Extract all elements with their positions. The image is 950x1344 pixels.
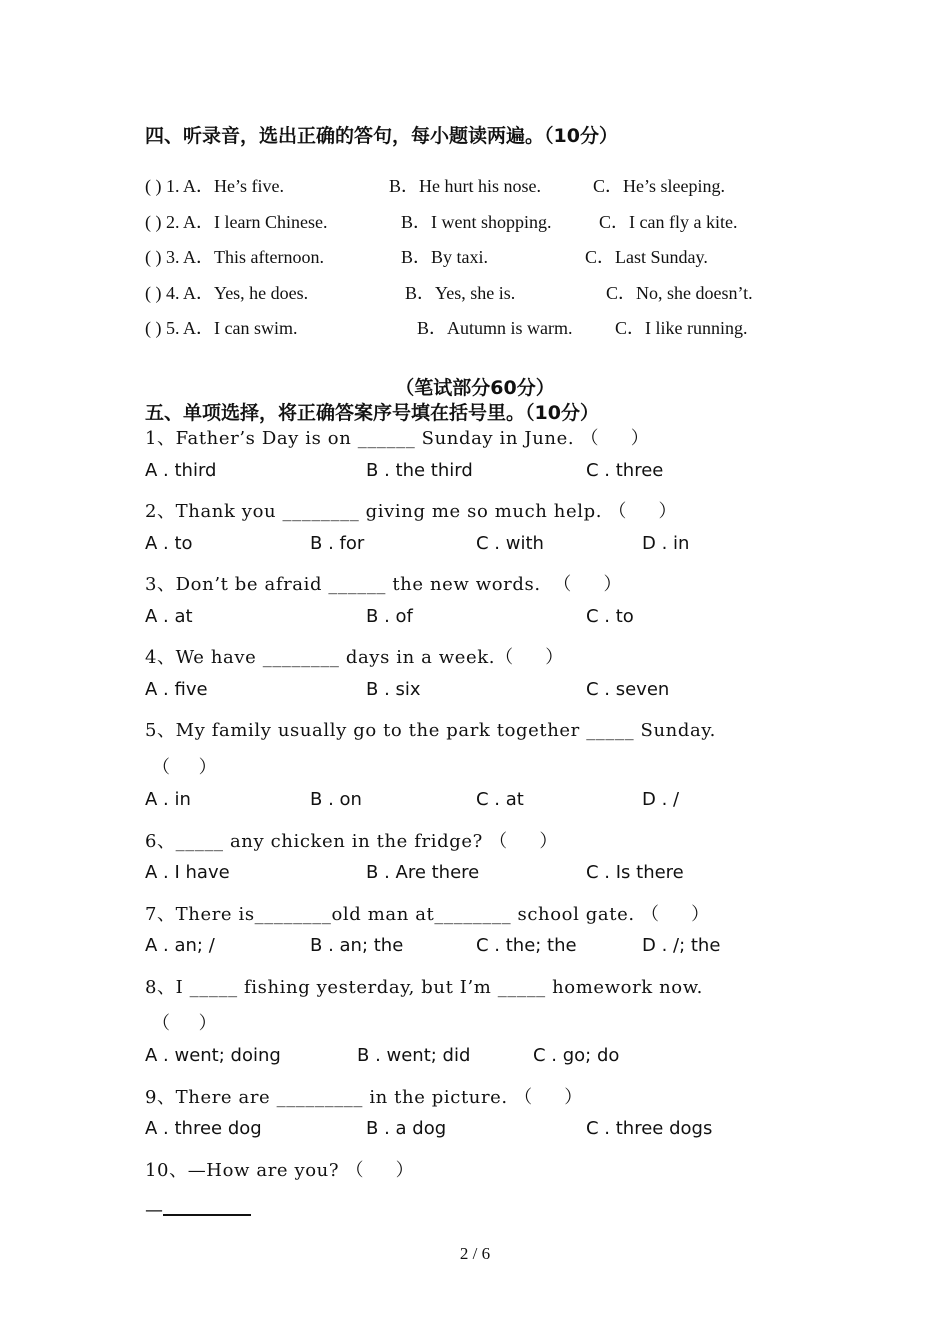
- question-text: 7、There is________old man at________ school gate. （ ）: [145, 904, 710, 925]
- question-text: 5、My family usually go to the park together _____ Sunday.: [145, 720, 717, 741]
- section5-title: 五、单项选择，将正确答案序号填在括号里。（10分）: [145, 402, 599, 424]
- option-d: D . /: [642, 789, 680, 810]
- option-b: B . on: [310, 789, 362, 810]
- listening-item-c: C．He’s sleeping.: [593, 176, 725, 196]
- question-text: 9、There are _________ in the picture. （ ）: [145, 1087, 583, 1108]
- option-row: [145, 1118, 845, 1142]
- option-c: C . seven: [586, 679, 670, 700]
- listening-item: [145, 314, 845, 338]
- option-d: D . in: [642, 533, 690, 554]
- listening-item-b: B．I went shopping.: [401, 212, 552, 232]
- listening-item-c: C．I like running.: [615, 318, 748, 338]
- listening-item-a: ( ) 4. A．Yes, he does.: [145, 283, 309, 303]
- listening-item-b: B．He hurt his nose.: [389, 176, 541, 196]
- written-part-title: （笔试部分60分）: [395, 377, 555, 399]
- option-b: B . for: [310, 533, 365, 554]
- option-a: A . an; /: [145, 935, 215, 956]
- question-text: 2、Thank you ________ giving me so much help. （ ）: [145, 501, 678, 522]
- listening-item-a: ( ) 3. A．This afternoon.: [145, 247, 324, 267]
- listening-item: [145, 172, 845, 196]
- question-text: 10、—How are you? （ ）: [145, 1160, 415, 1181]
- option-c: C . three: [586, 460, 664, 481]
- question-text: 3、Don’t be afraid ______ the new words. （ ）: [145, 574, 623, 595]
- option-a: A . went; doing: [145, 1045, 281, 1066]
- option-c: C . three dogs: [586, 1118, 713, 1139]
- listening-item-c: C．I can fly a kite.: [599, 212, 738, 232]
- answer-underline: [163, 1202, 251, 1216]
- option-c: C . with: [476, 533, 544, 554]
- question-text: 4、We have ________ days in a week.（ ）: [145, 647, 564, 668]
- question-text: 6、_____ any chicken in the fridge? （ ）: [145, 831, 558, 852]
- option-a: A . third: [145, 460, 217, 481]
- option-a: A . to: [145, 533, 193, 554]
- option-c: C . Is there: [586, 862, 684, 883]
- listening-item-b: B．By taxi.: [401, 247, 489, 267]
- listening-item: [145, 208, 845, 232]
- answer-blank[interactable]: [145, 1200, 251, 1221]
- answer-dash: —: [145, 1200, 163, 1221]
- listening-item: [145, 243, 845, 267]
- option-row: [145, 606, 845, 630]
- option-row: [145, 460, 845, 484]
- listening-item-c: C．No, she doesn’t.: [606, 283, 753, 303]
- listening-item-a: ( ) 5. A．I can swim.: [145, 318, 298, 338]
- option-row: [145, 862, 845, 886]
- option-row: [145, 789, 845, 813]
- question-text: 8、I _____ fishing yesterday, but I’m _____ homework now.: [145, 977, 703, 998]
- listening-item-b: B．Autumn is warm.: [417, 318, 573, 338]
- option-a: A . at: [145, 606, 193, 627]
- listening-item-b: B．Yes, she is.: [405, 283, 516, 303]
- option-row: [145, 533, 845, 557]
- option-a: A . I have: [145, 862, 230, 883]
- option-c: C . at: [476, 789, 524, 810]
- option-c: C . to: [586, 606, 634, 627]
- section4-title: 四、听录音，选出正确的答句，每小题读两遍。（10分）: [145, 125, 618, 147]
- option-b: B . six: [366, 679, 421, 700]
- option-row: [145, 935, 845, 959]
- listening-item-c: C．Last Sunday.: [585, 247, 708, 267]
- option-row: [145, 679, 845, 703]
- option-c: C . the; the: [476, 935, 577, 956]
- option-b: B . of: [366, 606, 413, 627]
- option-row: [145, 1045, 845, 1069]
- option-b: B . went; did: [357, 1045, 471, 1066]
- page-number: 2 / 6: [459, 1244, 491, 1263]
- option-b: B . Are there: [366, 862, 480, 883]
- listening-item-a: ( ) 1. A．He’s five.: [145, 176, 284, 196]
- listening-item-a: ( ) 2. A．I learn Chinese.: [145, 212, 328, 232]
- listening-item: [145, 279, 845, 303]
- option-a: A . five: [145, 679, 208, 700]
- option-b: B . the third: [366, 460, 473, 481]
- option-a: A . three dog: [145, 1118, 262, 1139]
- answer-bracket: （ ）: [152, 757, 217, 778]
- option-c: C . go; do: [533, 1045, 620, 1066]
- answer-bracket: （ ）: [152, 1013, 217, 1034]
- question-text: 1、Father’s Day is on ______ Sunday in June. （ ）: [145, 428, 650, 449]
- option-b: B . an; the: [310, 935, 404, 956]
- option-a: A . in: [145, 789, 191, 810]
- option-b: B . a dog: [366, 1118, 447, 1139]
- option-d: D . /; the: [642, 935, 721, 956]
